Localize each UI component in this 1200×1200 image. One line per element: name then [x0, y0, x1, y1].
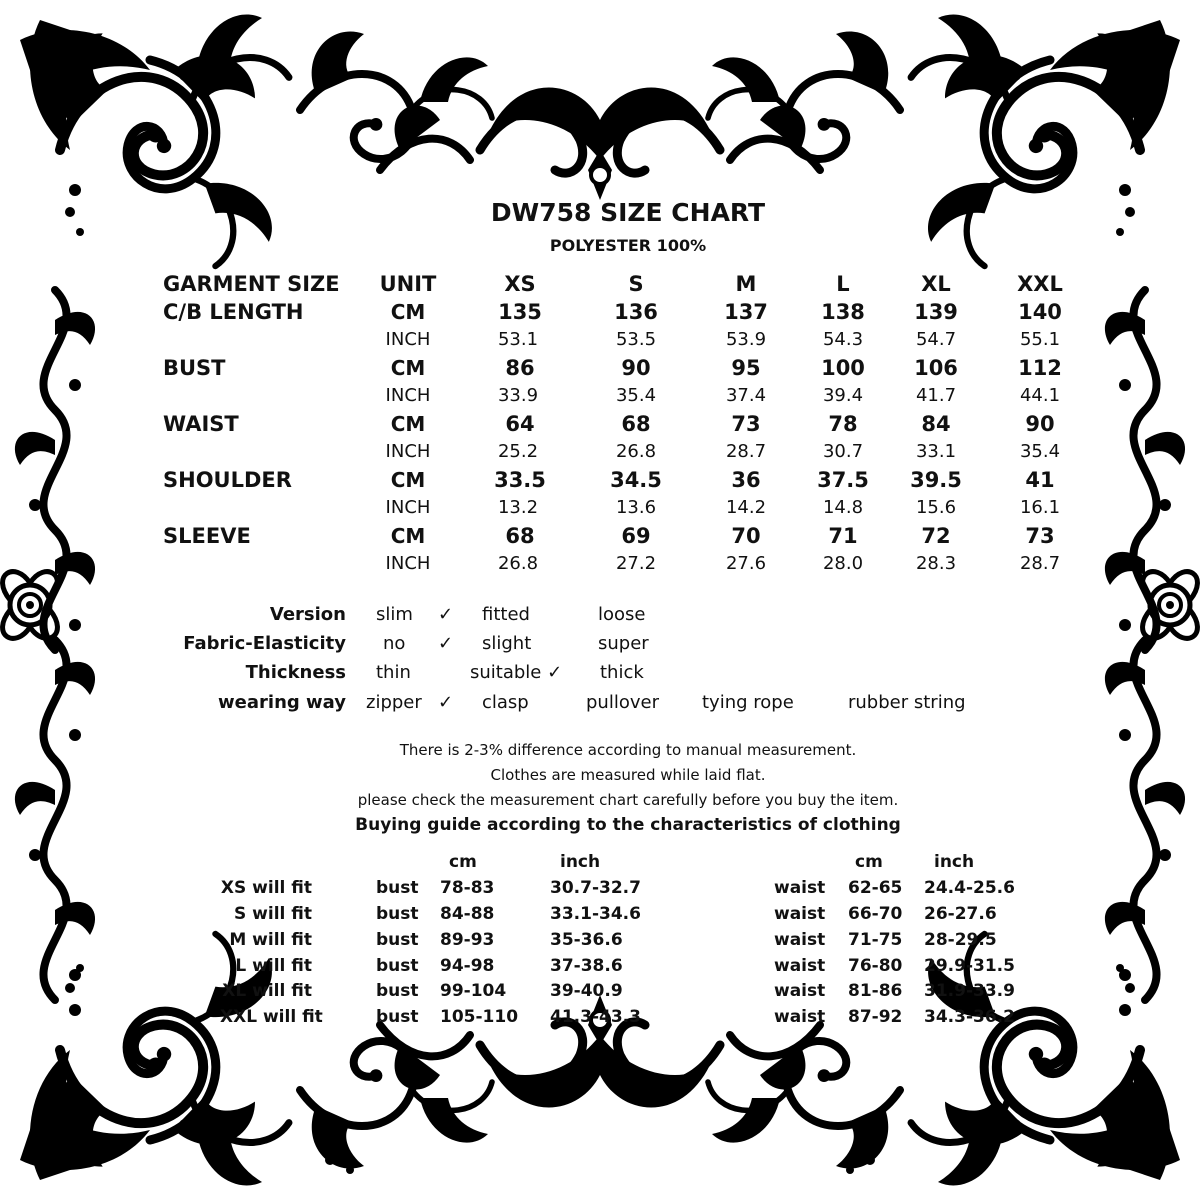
- guide-bust-cm: 99-104: [440, 981, 507, 1001]
- property-option-fabric-elasticity: slight: [482, 633, 532, 654]
- unit-cm-shoulder: CM: [390, 468, 426, 492]
- cell-inch-sleeve-xxl: 28.7: [1019, 553, 1061, 574]
- unit-inch-sleeve: INCH: [385, 553, 431, 574]
- cell-inch-shoulder-l: 14.8: [822, 497, 864, 518]
- cell-inch-sleeve-m: 27.6: [725, 553, 767, 574]
- cell-inch-shoulder-xl: 15.6: [915, 497, 957, 518]
- unit-inch-bust: INCH: [385, 385, 431, 406]
- cell-inch-c-b-length-m: 53.9: [725, 329, 767, 350]
- row-label-c-b-length: C/B LENGTH: [163, 300, 304, 324]
- unit-inch-c-b-length: INCH: [385, 329, 431, 350]
- cell-cm-c-b-length-l: 138: [821, 300, 865, 324]
- size-header-xs: XS: [504, 272, 536, 296]
- property-option-thickness: suitable ✓: [470, 662, 563, 683]
- cell-inch-shoulder-m: 14.2: [725, 497, 767, 518]
- note-check-chart: please check the measurement chart carefully before you buy the item.: [357, 791, 899, 809]
- cell-inch-waist-xl: 33.1: [915, 441, 957, 462]
- check-mark-icon: ✓: [438, 692, 454, 713]
- check-mark-icon: ✓: [438, 604, 454, 625]
- guide-bust-label: bust: [376, 1007, 419, 1027]
- guide-bust-label: bust: [376, 981, 419, 1001]
- cell-inch-waist-m: 28.7: [725, 441, 767, 462]
- guide-waist-inch: 24.4-25.6: [924, 878, 1015, 898]
- cell-cm-sleeve-xxl: 73: [1025, 524, 1055, 548]
- cell-cm-shoulder-s: 34.5: [610, 468, 662, 492]
- cell-cm-waist-l: 78: [828, 412, 858, 436]
- cell-inch-bust-xl: 41.7: [915, 385, 957, 406]
- property-option-fabric-elasticity: super: [598, 633, 649, 654]
- cell-inch-bust-m: 37.4: [725, 385, 767, 406]
- guide-waist-cm: 62-65: [848, 878, 903, 898]
- cell-inch-sleeve-xs: 26.8: [497, 553, 539, 574]
- cell-cm-bust-xxl: 112: [1018, 356, 1062, 380]
- guide-bust-inch: 39-40.9: [550, 981, 623, 1001]
- cell-cm-waist-m: 73: [731, 412, 761, 436]
- property-option-wearing-way: pullover: [586, 692, 659, 713]
- property-option-version: loose: [598, 604, 646, 625]
- garment-size-header: GARMENT SIZE: [163, 272, 340, 296]
- guide-waist-cm: 87-92: [848, 1007, 903, 1027]
- guide-waist-label: waist: [774, 878, 826, 898]
- note-measurement-difference: There is 2-3% difference according to manual measurement.: [399, 741, 857, 759]
- cell-cm-c-b-length-s: 136: [614, 300, 658, 324]
- guide-cm-header-left: cm: [449, 852, 477, 872]
- cell-cm-shoulder-l: 37.5: [817, 468, 869, 492]
- chart-title: DW758 SIZE CHART: [490, 198, 766, 227]
- cell-cm-bust-xl: 106: [914, 356, 958, 380]
- row-label-waist: WAIST: [163, 412, 239, 436]
- cell-inch-waist-s: 26.8: [615, 441, 657, 462]
- guide-inch-header-left: inch: [560, 852, 601, 872]
- check-mark-icon: ✓: [438, 633, 454, 654]
- guide-fit-label: XXL will fit: [220, 1007, 323, 1027]
- property-option-thickness: thick: [600, 662, 644, 683]
- guide-waist-cm: 66-70: [848, 904, 903, 924]
- guide-fit-label: XS will fit: [220, 878, 312, 898]
- size-header-xxl: XXL: [1017, 272, 1063, 296]
- guide-waist-label: waist: [774, 956, 826, 976]
- guide-bust-inch: 35-36.6: [550, 930, 623, 950]
- unit-cm-sleeve: CM: [390, 524, 426, 548]
- cell-cm-bust-l: 100: [821, 356, 865, 380]
- guide-bust-cm: 84-88: [440, 904, 495, 924]
- property-label-version: Version: [269, 604, 346, 625]
- property-label-wearing-way: wearing way: [218, 692, 346, 713]
- cell-cm-waist-s: 68: [621, 412, 651, 436]
- property-option-wearing-way: rubber string: [848, 692, 966, 713]
- cell-cm-sleeve-xs: 68: [505, 524, 535, 548]
- property-option-version: slim: [376, 604, 413, 625]
- guide-bust-inch: 37-38.6: [550, 956, 623, 976]
- size-header-m: M: [735, 272, 757, 296]
- guide-waist-label: waist: [774, 930, 826, 950]
- guide-waist-inch: 29.9-31.5: [924, 956, 1015, 976]
- unit-inch-shoulder: INCH: [385, 497, 431, 518]
- guide-waist-inch: 28-29.5: [924, 930, 997, 950]
- cell-inch-bust-xs: 33.9: [497, 385, 539, 406]
- cell-inch-c-b-length-xl: 54.7: [915, 329, 957, 350]
- cell-inch-sleeve-s: 27.2: [615, 553, 657, 574]
- cell-cm-sleeve-s: 69: [621, 524, 651, 548]
- cell-cm-shoulder-xl: 39.5: [910, 468, 962, 492]
- guide-bust-label: bust: [376, 904, 419, 924]
- cell-cm-sleeve-l: 71: [828, 524, 858, 548]
- guide-bust-inch: 41.3-43.3: [550, 1007, 641, 1027]
- guide-waist-label: waist: [774, 981, 826, 1001]
- cell-cm-c-b-length-xs: 135: [498, 300, 542, 324]
- guide-waist-inch: 26-27.6: [924, 904, 997, 924]
- unit-header: UNIT: [379, 272, 437, 296]
- note-laid-flat: Clothes are measured while laid flat.: [490, 766, 766, 784]
- property-option-fabric-elasticity: no: [383, 633, 406, 654]
- guide-waist-cm: 81-86: [848, 981, 903, 1001]
- cell-cm-bust-xs: 86: [505, 356, 535, 380]
- row-label-shoulder: SHOULDER: [163, 468, 292, 492]
- guide-bust-cm: 94-98: [440, 956, 495, 976]
- cell-inch-waist-l: 30.7: [822, 441, 864, 462]
- property-option-wearing-way: zipper: [366, 692, 422, 713]
- cell-cm-c-b-length-m: 137: [724, 300, 768, 324]
- cell-inch-shoulder-xxl: 16.1: [1019, 497, 1061, 518]
- property-option-thickness: thin: [376, 662, 411, 683]
- material-label: POLYESTER 100%: [549, 236, 707, 255]
- guide-bust-label: bust: [376, 956, 419, 976]
- unit-cm-bust: CM: [390, 356, 426, 380]
- cell-inch-c-b-length-xxl: 55.1: [1019, 329, 1061, 350]
- cell-inch-bust-xxl: 44.1: [1019, 385, 1061, 406]
- cell-inch-c-b-length-xs: 53.1: [497, 329, 539, 350]
- guide-fit-label: S will fit: [234, 904, 312, 924]
- cell-inch-c-b-length-l: 54.3: [822, 329, 864, 350]
- guide-fit-label: L will fit: [235, 956, 312, 976]
- guide-fit-label: XL will fit: [222, 981, 312, 1001]
- size-header-xl: XL: [921, 272, 951, 296]
- cell-cm-waist-xxl: 90: [1025, 412, 1055, 436]
- property-option-wearing-way: clasp: [482, 692, 529, 713]
- cell-cm-shoulder-xxl: 41: [1025, 468, 1055, 492]
- cell-cm-c-b-length-xl: 139: [914, 300, 958, 324]
- guide-bust-label: bust: [376, 878, 419, 898]
- property-label-fabric-elasticity: Fabric-Elasticity: [183, 633, 346, 654]
- cell-inch-waist-xxl: 35.4: [1019, 441, 1061, 462]
- cell-inch-shoulder-xs: 13.2: [497, 497, 539, 518]
- guide-fit-label: M will fit: [229, 930, 312, 950]
- guide-inch-header-right: inch: [934, 852, 975, 872]
- cell-cm-bust-m: 95: [731, 356, 761, 380]
- cell-inch-bust-l: 39.4: [822, 385, 864, 406]
- cell-inch-sleeve-xl: 28.3: [915, 553, 957, 574]
- size-header-l: L: [836, 272, 850, 296]
- cell-cm-shoulder-xs: 33.5: [494, 468, 546, 492]
- property-label-thickness: Thickness: [245, 662, 346, 683]
- property-option-version: fitted: [482, 604, 530, 625]
- guide-waist-inch: 34.3-36.2: [924, 1007, 1015, 1027]
- cell-cm-sleeve-m: 70: [731, 524, 761, 548]
- guide-bust-cm: 105-110: [440, 1007, 519, 1027]
- cell-inch-c-b-length-s: 53.5: [615, 329, 657, 350]
- cell-cm-shoulder-m: 36: [731, 468, 761, 492]
- unit-cm-c-b-length: CM: [390, 300, 426, 324]
- cell-inch-waist-xs: 25.2: [497, 441, 539, 462]
- guide-waist-cm: 76-80: [848, 956, 903, 976]
- cell-inch-bust-s: 35.4: [615, 385, 657, 406]
- row-label-sleeve: SLEEVE: [163, 524, 251, 548]
- cell-cm-sleeve-xl: 72: [921, 524, 951, 548]
- guide-waist-label: waist: [774, 1007, 826, 1027]
- unit-inch-waist: INCH: [385, 441, 431, 462]
- guide-cm-header-right: cm: [855, 852, 883, 872]
- cell-cm-c-b-length-xxl: 140: [1018, 300, 1062, 324]
- guide-bust-inch: 30.7-32.7: [550, 878, 641, 898]
- size-header-s: S: [628, 272, 644, 296]
- guide-waist-inch: 31.9-33.9: [924, 981, 1015, 1001]
- buying-guide-title: Buying guide according to the characteristics of clothing: [355, 815, 901, 835]
- guide-bust-cm: 89-93: [440, 930, 495, 950]
- guide-bust-cm: 78-83: [440, 878, 495, 898]
- guide-bust-label: bust: [376, 930, 419, 950]
- guide-waist-label: waist: [774, 904, 826, 924]
- cell-inch-shoulder-s: 13.6: [615, 497, 657, 518]
- cell-inch-sleeve-l: 28.0: [822, 553, 864, 574]
- guide-waist-cm: 71-75: [848, 930, 903, 950]
- cell-cm-bust-s: 90: [621, 356, 651, 380]
- cell-cm-waist-xs: 64: [505, 412, 535, 436]
- unit-cm-waist: CM: [390, 412, 426, 436]
- guide-bust-inch: 33.1-34.6: [550, 904, 641, 924]
- row-label-bust: BUST: [163, 356, 226, 380]
- property-option-wearing-way: tying rope: [702, 692, 794, 713]
- cell-cm-waist-xl: 84: [921, 412, 951, 436]
